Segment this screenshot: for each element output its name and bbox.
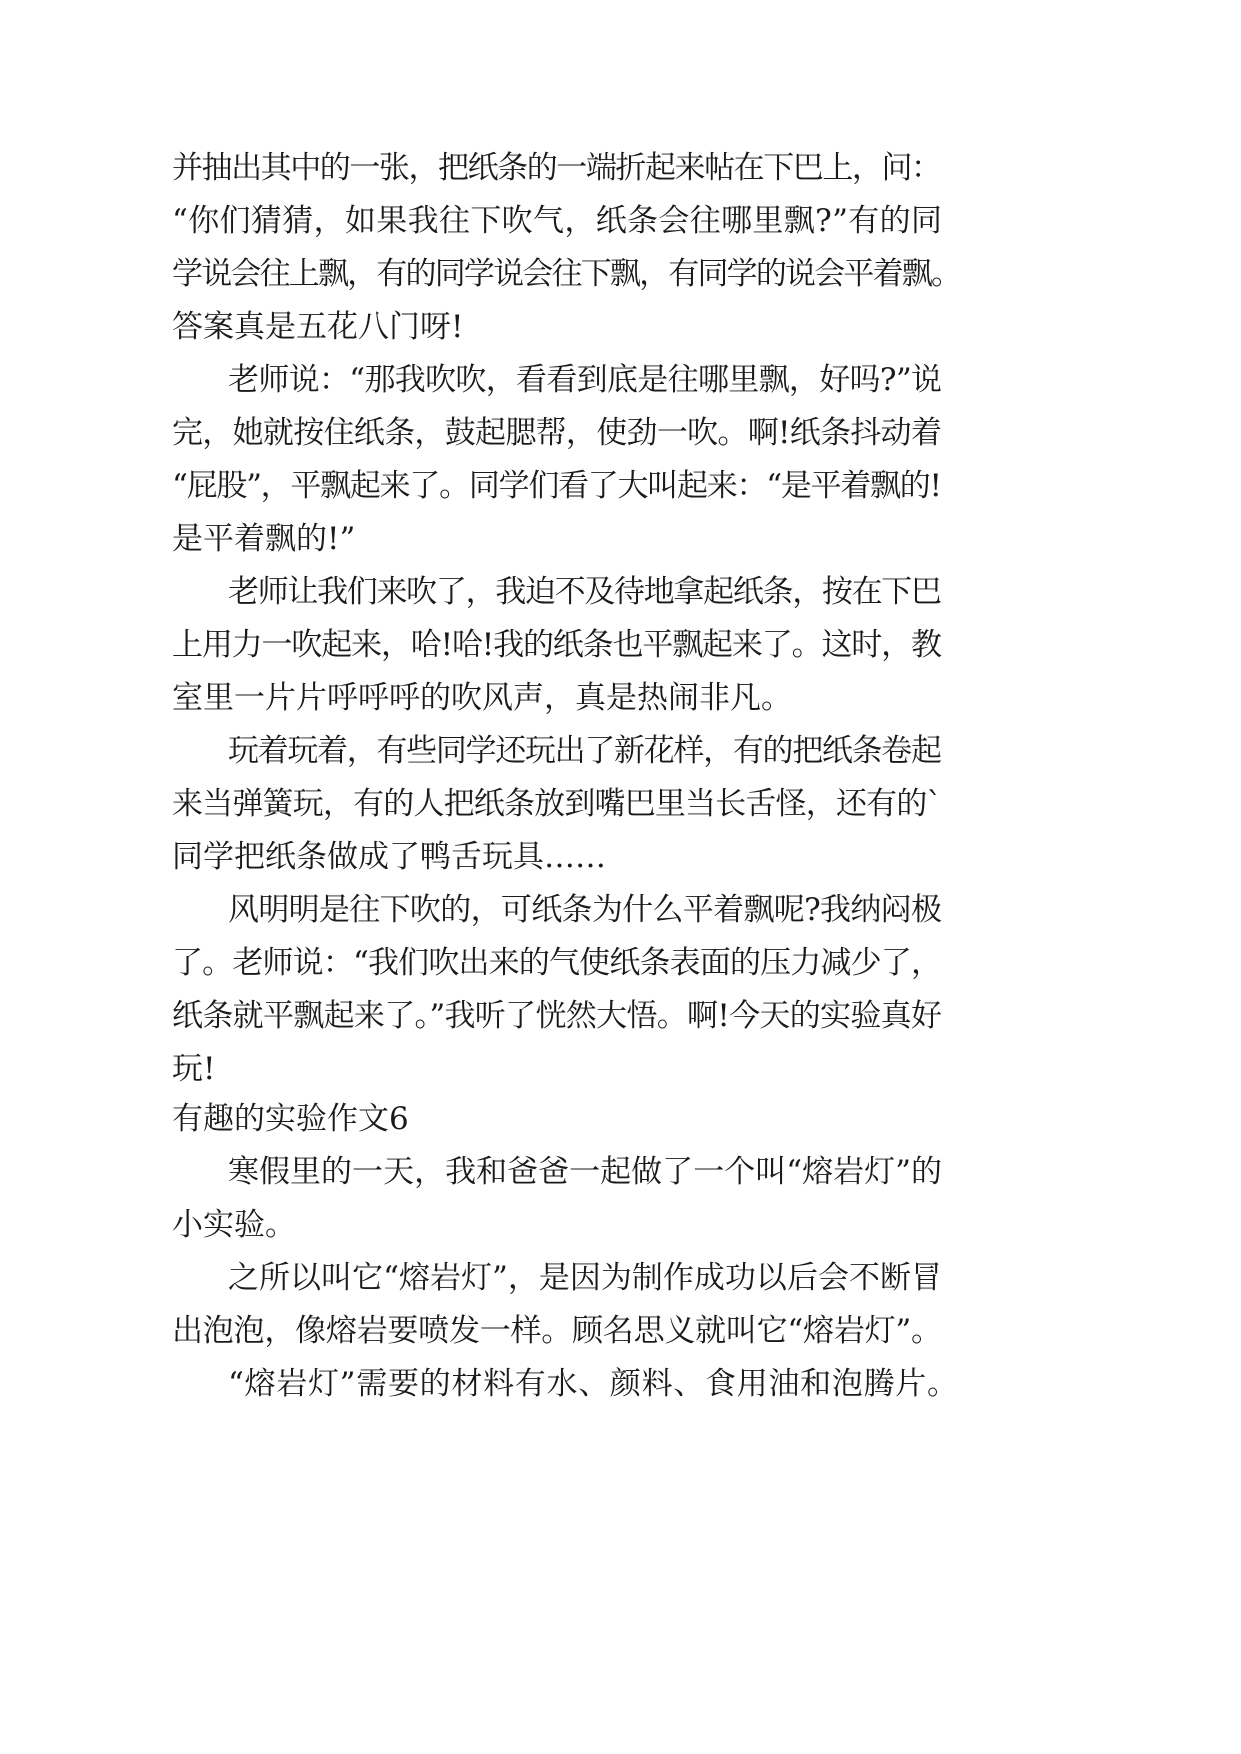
text-line: 答案真是五花八门呀! — [172, 309, 464, 345]
text-line: 学说会往上飘，有的同学说会往下飘，有同学的说会平着飘。 — [172, 256, 961, 292]
text-line: 老师让我们来吹了，我迫不及待地拿起纸条，按在下巴 — [228, 574, 941, 610]
text-line: 小实验。 — [172, 1207, 296, 1243]
text-line: 上用力一吹起来，哈!哈!我的纸条也平飘起来了。这时，教 — [172, 627, 941, 663]
text-line: 室里一片片呼呼呼的吹风声，真是热闹非凡。 — [172, 680, 792, 716]
text-line: 玩! — [172, 1051, 216, 1087]
text-line: 并抽出其中的一张，把纸条的一端折起来帖在下巴上，问： — [172, 150, 941, 186]
text-line: 了。老师说：“我们吹出来的气使纸条表面的压力减少了， — [172, 945, 942, 981]
text-line: 是平着飘的!” — [172, 521, 356, 557]
text-line: 之所以叫它“熔岩灯”，是因为制作成功以后会不断冒 — [228, 1260, 943, 1296]
text-line: 同学把纸条做成了鸭舌玩具…… — [172, 839, 606, 875]
text-line: “你们猜猜，如果我往下吹气，纸条会往哪里飘?”有的同 — [172, 203, 943, 239]
text-line: 寒假里的一天，我和爸爸一起做了一个叫“熔岩灯”的 — [228, 1154, 943, 1190]
text-line: 出泡泡，像熔岩要喷发一样。顾名思义就叫它“熔岩灯”。 — [172, 1313, 942, 1349]
text-line: 风明明是往下吹的，可纸条为什么平着飘呢?我纳闷极 — [228, 892, 942, 928]
text-line: 完，她就按住纸条，鼓起腮帮，使劲一吹。啊!纸条抖动着 — [172, 415, 942, 451]
text-line: 纸条就平飘起来了。”我听了恍然大悟。啊!今天的实验真好 — [172, 998, 942, 1034]
section-title: 有趣的实验作文6 — [172, 1101, 409, 1137]
text-line: 来当弹簧玩，有的人把纸条放到嘴巴里当长舌怪，还有的` — [172, 786, 942, 822]
text-line: 老师说：“那我吹吹，看看到底是往哪里飘，好吗?”说 — [228, 362, 942, 398]
text-line: “屁股”，平飘起来了。同学们看了大叫起来：“是平着飘的! — [172, 468, 941, 504]
text-line: “熔岩灯”需要的材料有水、颜料、食用油和泡腾片。 — [228, 1366, 959, 1402]
text-line: 玩着玩着，有些同学还玩出了新花样，有的把纸条卷起 — [228, 733, 941, 769]
